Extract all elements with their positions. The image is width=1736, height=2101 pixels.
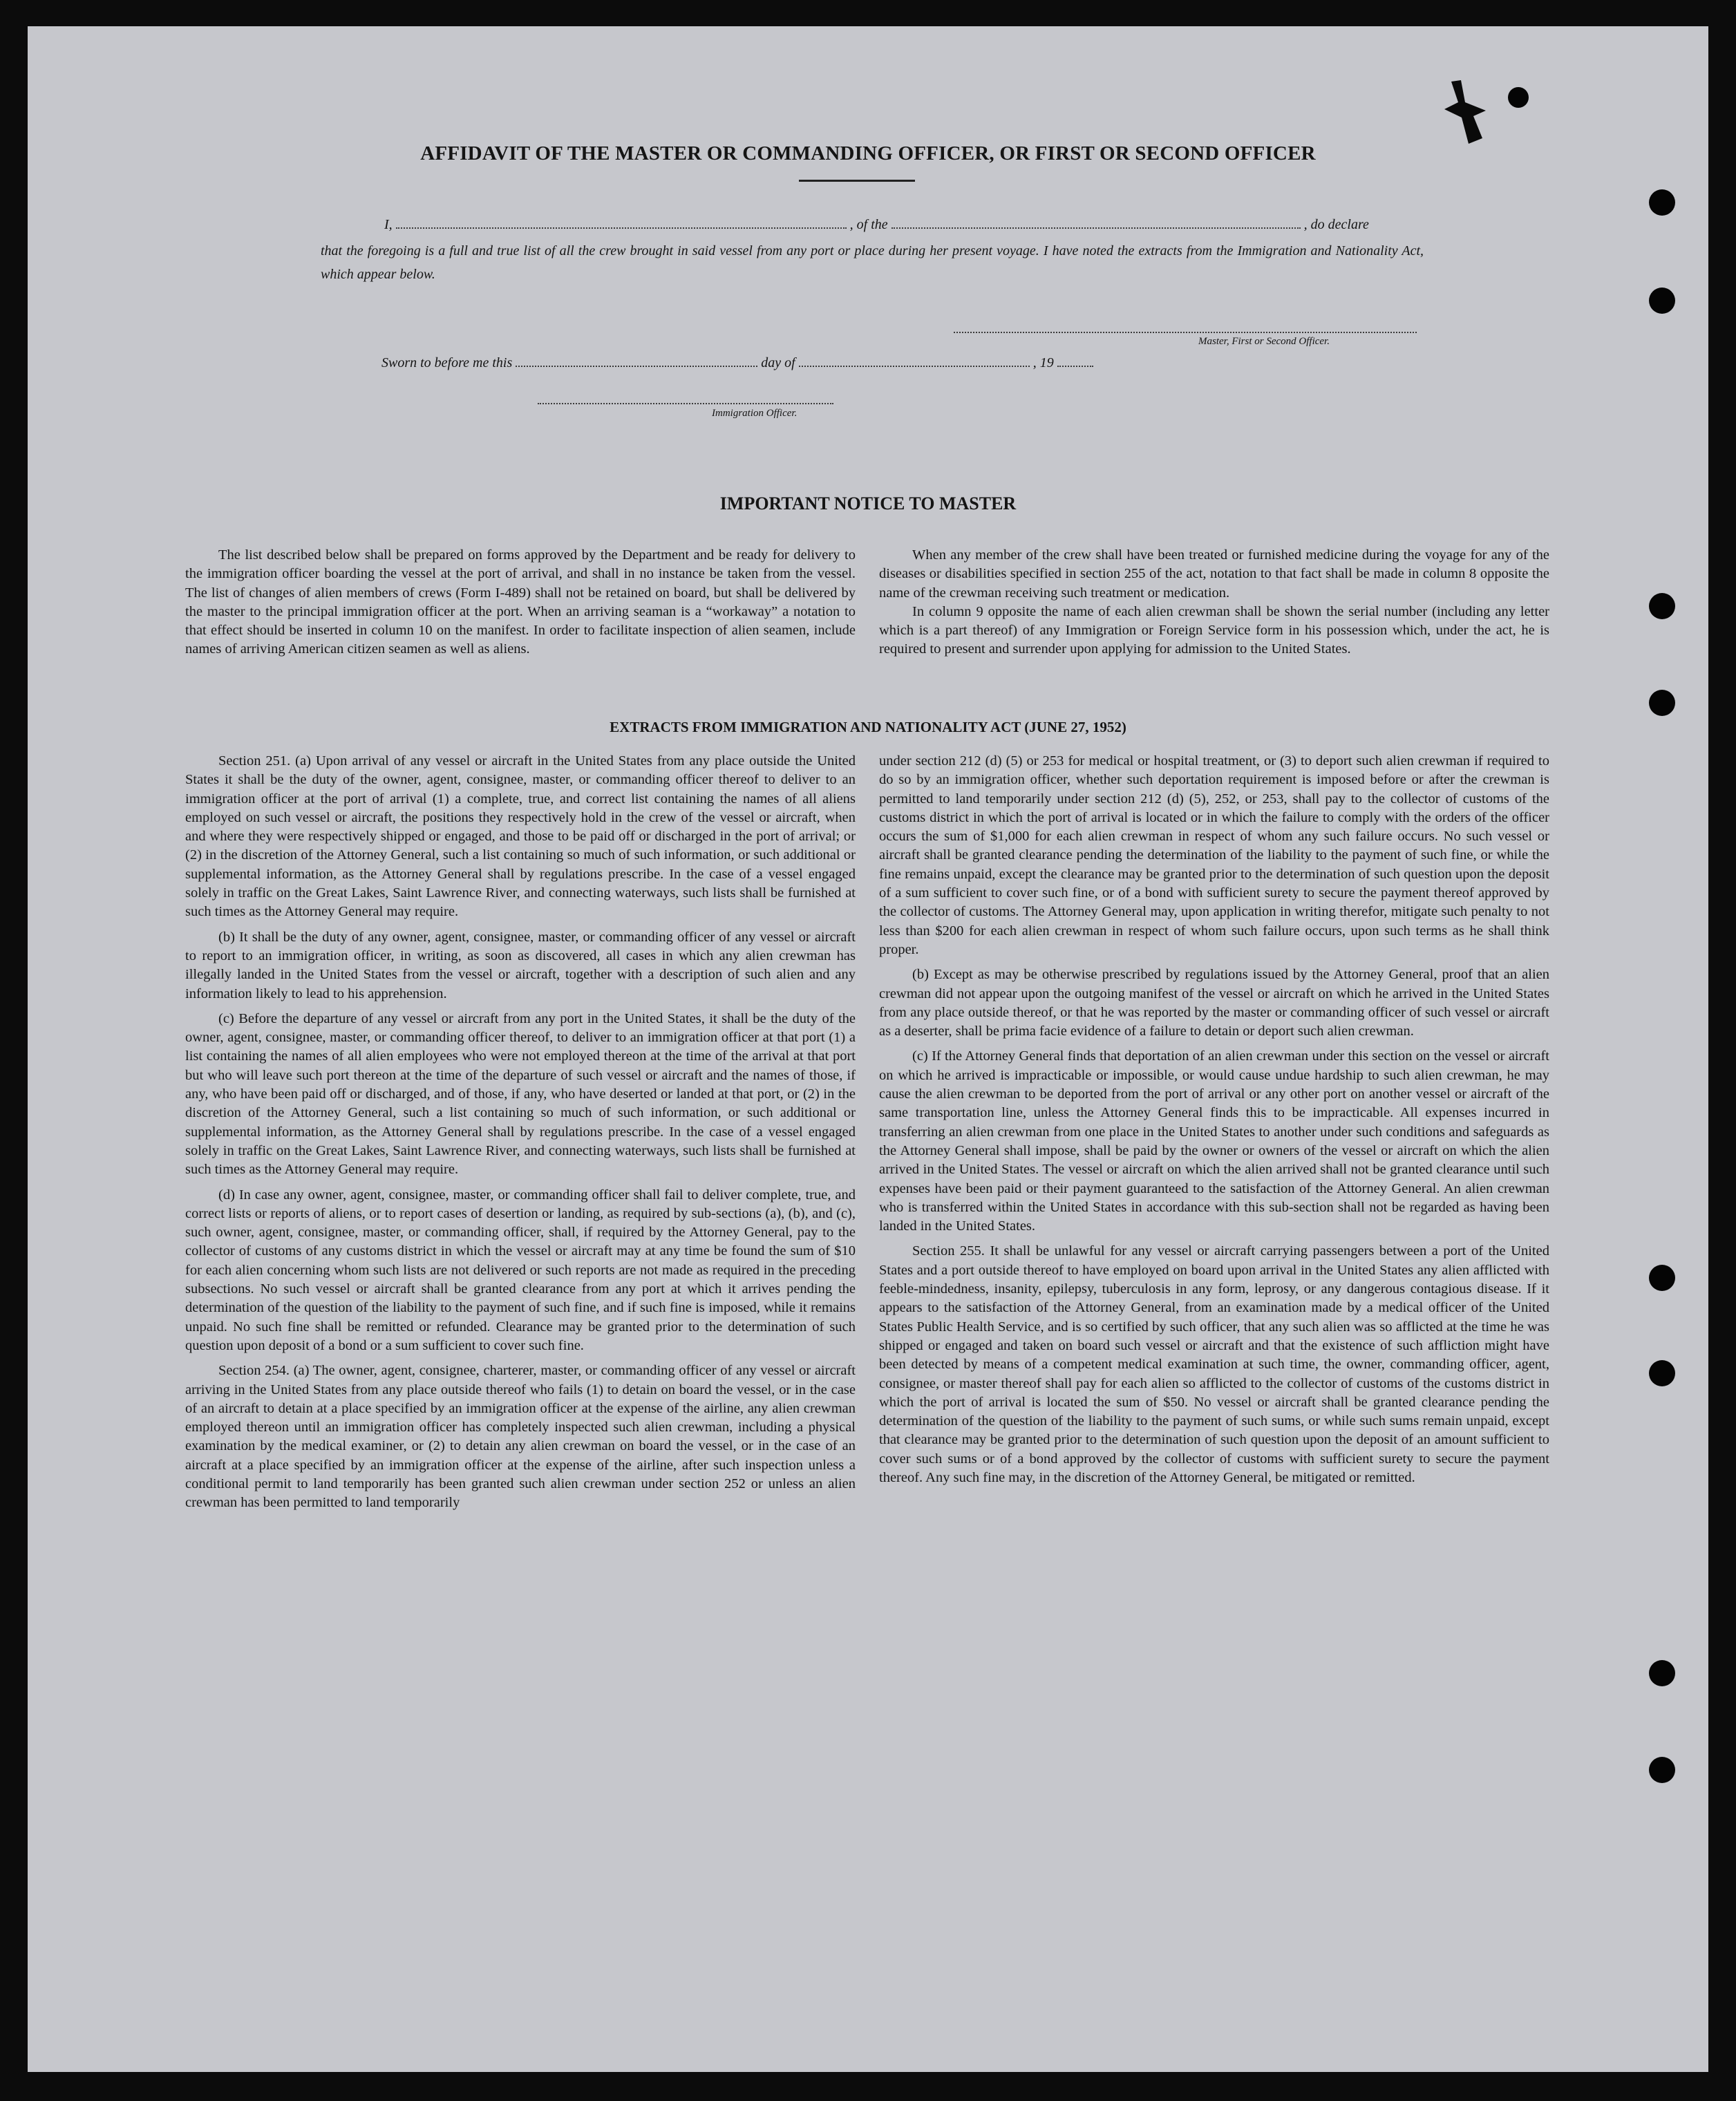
notice-right-paragraph: In column 9 opposite the name of each alien crewman shall be shown the serial number (including any letter which is a part thereof) of any Immigration or Foreign Service form in his possession which, under the act, he is required to present and surrender upon applying for admission to the United States.: [879, 603, 1549, 657]
officer-caption: Immigration Officer.: [712, 408, 798, 419]
punch-hole: [1649, 690, 1675, 716]
sworn-month-field[interactable]: [799, 356, 1030, 367]
sworn-line: [381, 355, 1093, 371]
punch-hole: [1508, 87, 1529, 108]
notice-right-column: [879, 546, 1549, 659]
section-paragraph: (b) It shall be the duty of any owner, agent, consignee, master, or commanding officer of any vessel or aircraft to report to an immigration officer, in writing, as soon as discovered, all cases in which any alien crewman has illegally landed in the United States from the vessel or aircraft, together with a description of such alien and any information likely to lead to his apprehension.: [185, 929, 856, 1001]
punch-hole: [1649, 593, 1675, 619]
extracts-title: EXTRACTS FROM IMMIGRATION AND NATIONALITY ACT (JUNE 27, 1952): [610, 719, 1126, 735]
extracts-left-column: [185, 752, 856, 1513]
notice-title: IMPORTANT NOTICE TO MASTER: [719, 493, 1017, 514]
document-page: [28, 26, 1708, 2072]
punch-hole: [1649, 1660, 1675, 1686]
declaration-text: that the foregoing is a full and true list of all the crew brought in said vessel from any port or place during her present voyage. I have noted the extracts from the Immigration and Nationality Act, which appear below.: [321, 243, 1424, 282]
punch-hole: [1649, 1265, 1675, 1291]
notice-left-column: [185, 546, 856, 659]
punch-hole: [1649, 1757, 1675, 1783]
extracts-right-column: [879, 752, 1549, 1487]
section-paragraph: Section 255. It shall be unlawful for any vessel or aircraft carrying passengers between a port of the United States and a port outside thereof to have employed on board upon arrival in the United States any alien afflicted with feeble-mindedness, insanity, epilepsy, tuberculosis in any form, leprosy, or any dangerous contagious disease. If it appears to the satisfaction of the Attorney General, from an examination made by a medical officer of the United States Public Health Service, and is so certified by such officer, that any such alien was so afflicted at the time he was shipped or engaged and taken on board such vessel or aircraft and that the existence of such affliction might have been detected by means of a competent medical examination at such time, the owner, commanding officer, agent, consignee, or master thereof shall pay for each alien so afflicted to the collector of customs of the customs district in which the port of arrival is located the sum of $50. No vessel or aircraft shall be granted clearance pending the determination of the question of the liability to the payment of such sums, or while such sums remain unpaid, except that clearance may be granted prior to the determination of such question upon the deposit of an amount sufficient to cover such sums or of a bond approved by the collector of customs with sufficient surety to secure the payment thereof. Any such fine may, in the discretion of the Attorney General, be mitigated or remitted.: [879, 1243, 1549, 1485]
section-paragraph: (c) Before the departure of any vessel or aircraft from any port in the United States, it shall be the duty of the owner, agent, consignee, master, or commanding officer thereof, to deliver to an immigration officer at that port (1) a list containing the names of all alien employees who were not employed thereon at the time of the arrival at that port but who will leave such port thereon at the time of the departure of such vessel or aircraft and the names of those, if any, who have been paid off or discharged, and of those, if any, who have deserted or landed at that port, or (2) in the discretion of the Attorney General, such a list containing so much of such information, or such additional or supplemental information, as the Attorney General shall by regulations prescribe. In the case of a vessel engaged solely in traffic on the Great Lakes, Saint Lawrence River, and connecting waterways, such lists shall be furnished at such times as the Attorney General may require.: [185, 1010, 856, 1178]
section-paragraph: (c) If the Attorney General finds that deportation of an alien crewman under this section on the vessel or aircraft on which he arrived is impracticable or impossible, or would cause undue hardship to such alien crewman, he may cause the alien crewman to be deported from the port of arrival or any other port on another vessel or aircraft of the same transportation line, unless the Attorney General finds this to be impracticable. All expenses incurred in transferring an alien crewman from one place in the United States to another under such conditions and safeguards as the Attorney General shall impose, shall be paid by the owner or owners of the vessel or aircraft on which the alien arrived in the United States. The vessel or aircraft on which the alien arrived shall not be granted clearance until such expenses have been paid or their payment guaranteed to the satisfaction of the Attorney General. An alien crewman who is transferred within the United States in accordance with this sub-section shall not be regarded as having been landed in the United States.: [879, 1048, 1549, 1234]
master-signature-line[interactable]: [954, 332, 1417, 333]
affidavit-declaration-line: [384, 217, 1369, 233]
i-label: I,: [384, 217, 393, 232]
section-paragraph: Section 251. (a) Upon arrival of any vessel or aircraft in the United States from any place outside the United States it shall be the duty of the owner, agent, consignee, master, or commanding officer thereof to deliver to an immigration officer at the port of arrival (1) a complete, true, and correct list containing the names of all aliens employed on such vessel or aircraft, the positions they respectively hold in the crew of the vessel or aircraft, when and where they were respectively shipped or engaged, and those to be paid off or discharged in the port of arrival; or (2) in the discretion of the Attorney General, such a list containing so much of such information, or such additional or supplemental information, as the Attorney General shall by regulations prescribe. In the case of a vessel engaged solely in traffic on the Great Lakes, Saint Lawrence River, and connecting waterways, such lists shall be furnished at such times as the Attorney General may require.: [185, 753, 856, 920]
section-paragraph: (d) In case any owner, agent, consignee, master, or commanding officer shall fail to deliver complete, true, and correct lists or reports of aliens, or to report cases of desertion or landing, as required by sub-sections (a), (b), and (c), such owner, agent, consignee, master, or commanding officer, shall, if required by the Attorney General, pay to the collector of customs of any customs district in which the vessel or aircraft may at any time be found the sum of $10 for each alien concerning whom such lists are not delivered or such reports are not made as required in the preceding subsections. No such vessel or aircraft shall be granted clearance from any port at which it arrives pending the determination of the question of the liability to the payment of such fine, and if such fine is imposed, while it remains unpaid. No such fine shall be remitted or refunded. Clearance may be granted prior to the determination of such question upon deposit of a bond or a sum sufficient to cover such fine.: [185, 1187, 856, 1353]
of-the-label: , of the: [849, 217, 888, 232]
master-caption: Master, First or Second Officer.: [1198, 336, 1330, 347]
ink-mark: [1431, 75, 1493, 151]
notice-left-paragraph: The list described below shall be prepared on forms approved by the Department and be ready for delivery to the immigration officer boarding the vessel at the port of arrival, and shall in no instance be taken from the vessel. The list of changes of alien members of crews (Form I-489) shall not be retained on board, but shall be delivered by the master to the principal immigration officer at the port. When an arriving seaman is a “workaway” a notation to that effect should be inserted in column 10 on the manifest. In order to facilitate inspection of alien seamen, include names of arriving American citizen seamen as well as aliens.: [185, 547, 856, 657]
section-paragraph: under section 212 (d) (5) or 253 for medical or hospital treatment, or (3) to deport such alien crewman if required to do so by an immigration officer, whether such deportation requirement is imposed before or after the crewman is permitted to land temporarily under section 212 (d) (5), 252, or 253, shall pay to the collector of customs of the customs district in which the port of arrival is located or in which the failure to comply with the orders of the officer occurs the sum of $1,000 for each alien crewman in respect of whom any such failure occurs. No such vessel or aircraft shall be granted clearance pending the determination of the liability to the payment of such fine, or while the fine remains unpaid, except the clearance may be granted prior to the determination of such question upon the deposit of a sum sufficient to cover such fine, or of a bond with sufficient surety to secure the payment thereof approved by the collector of customs. The Attorney General may, upon application in writing therefor, mitigate such penalty to not less than $200 for each alien crewman in respect of whom such failure occurs, upon such terms as he shall think proper.: [879, 753, 1549, 957]
sworn-label: Sworn to before me this: [381, 355, 513, 370]
officer-signature-line[interactable]: [538, 403, 833, 404]
punch-hole: [1649, 1360, 1675, 1386]
sworn-day-field[interactable]: [516, 356, 757, 367]
declare-label: , do declare: [1303, 217, 1369, 232]
notice-right-paragraph: When any member of the crew shall have been treated or furnished medicine during the voyage for any of the diseases or disabilities specified in section 255 of the act, notation to that fact shall be made in column 8 opposite the name of the crewman receiving such treatment or medication.: [879, 547, 1549, 601]
section-paragraph: (b) Except as may be otherwise prescribed by regulations issued by the Attorney General, proof that an alien crewman did not appear upon the outgoing manifest of the vessel or aircraft on which he arrived in the United States from any place outside thereof, or that he was reported by the master or commanding officer of such vessel or aircraft as a deserter, shall be prima facie evidence of a failure to detain or deport such alien crewman.: [879, 967, 1549, 1039]
title-rule: [799, 180, 915, 182]
year-label: , 19: [1032, 355, 1054, 370]
section-paragraph: Section 254. (a) The owner, agent, consignee, charterer, master, or commanding officer of any vessel or aircraft arriving in the United States from any place outside thereof who fails (1) to detain on board the vessel, or in the case of an aircraft to detain at a place specified by an immigration officer at the expense of the airline, any alien crewman employed thereon until an immigration officer has completely inspected such alien crewman, including a physical examination by the medical examiner, or (2) to detain any alien crewman on board the vessel, or in the case of an aircraft at a place specified by an immigration officer at the expense of the airline, after such inspection unless a conditional permit to land temporarily has been granted such alien crewman under section 252 or unless an alien crewman has been permitted to land temporarily: [185, 1363, 856, 1511]
punch-hole: [1649, 288, 1675, 314]
vessel-field[interactable]: [891, 218, 1301, 229]
punch-hole: [1649, 189, 1675, 216]
name-field[interactable]: [396, 218, 847, 229]
affidavit-title: AFFIDAVIT OF THE MASTER OR COMMANDING OFFICER, OR FIRST OR SECOND OFFICER: [420, 142, 1316, 164]
sworn-year-field[interactable]: [1057, 356, 1093, 367]
day-of-label: day of: [761, 355, 795, 370]
